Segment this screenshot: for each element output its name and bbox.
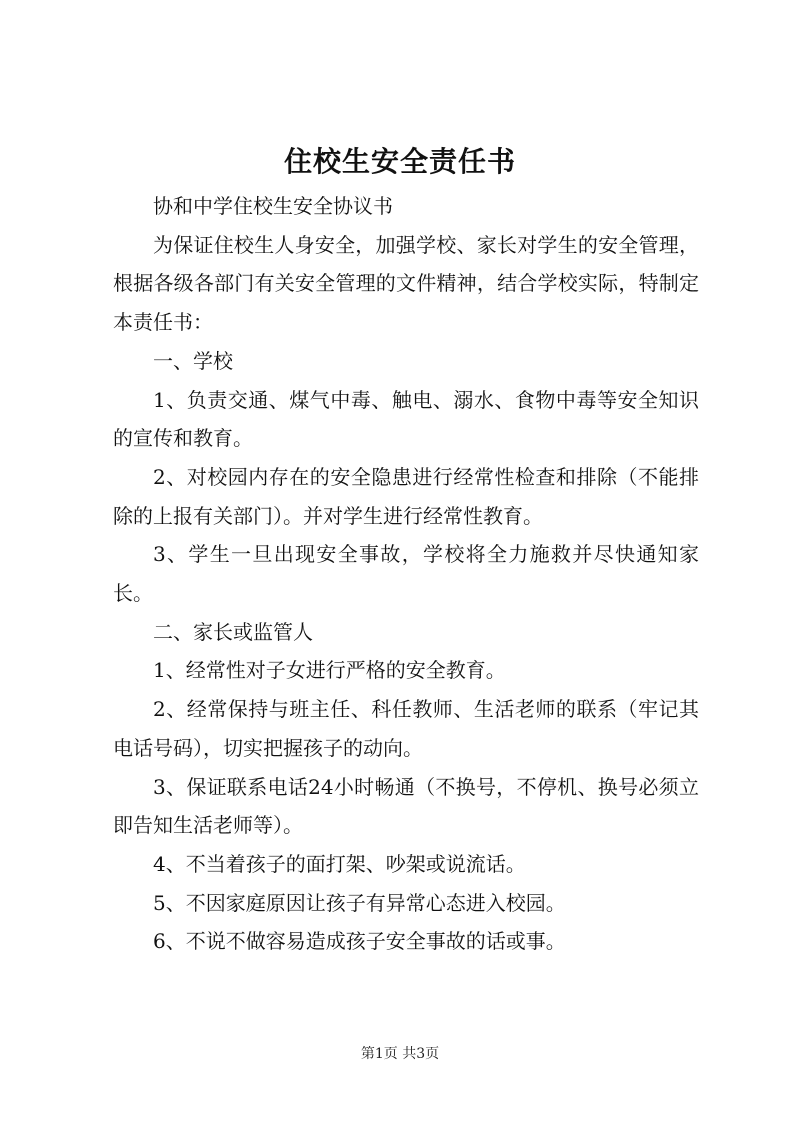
section-heading-school: 一、学校 — [153, 348, 233, 373]
document-body — [113, 187, 699, 961]
document-title: 住校生安全责任书 — [283, 145, 516, 178]
school-item-2: 2、对校园内存在的安全隐患进行经常性检查和排除（不能排除的上报有关部门）。并对学生进行经常性教育。 — [113, 464, 699, 528]
school-item-3: 3、学生一旦出现安全事故，学校将全力施救并尽快通知家长。 — [113, 542, 699, 606]
paragraph-intro: 为保证住校生人身安全，加强学校、家长对学生的安全管理，根据各级各部门有关安全管理的文件精神，结合学校实际，特制定本责任书： — [113, 232, 699, 335]
school-item-1: 1、负责交通、煤气中毒、触电、溺水、食物中毒等安全知识的宣传和教育。 — [113, 387, 699, 451]
parent-item-1: 1、经常性对子女进行严格的安全教育。 — [153, 658, 506, 683]
parent-item-4: 4、不当着孩子的面打架、吵架或说流话。 — [153, 851, 526, 876]
parent-item-2: 2、经常保持与班主任、科任教师、生活老师的联系（牢记其电话号码），切实把握孩子的动向。 — [113, 697, 699, 760]
section-heading-parents: 二、家长或监管人 — [153, 619, 313, 644]
parent-item-6: 6、不说不做容易造成孩子安全事故的话或事。 — [153, 929, 566, 954]
page-number-footer: 第1页 共3页 — [360, 1046, 440, 1062]
parent-item-3: 3、保证联系电话24小时畅通（不换号，不停机、换号必须立即告知生活老师等）。 — [113, 774, 699, 838]
parent-item-5: 5、不因家庭原因让孩子有异常心态进入校园。 — [153, 890, 566, 915]
paragraph-subtitle: 协和中学住校生安全协议书 — [153, 194, 393, 218]
